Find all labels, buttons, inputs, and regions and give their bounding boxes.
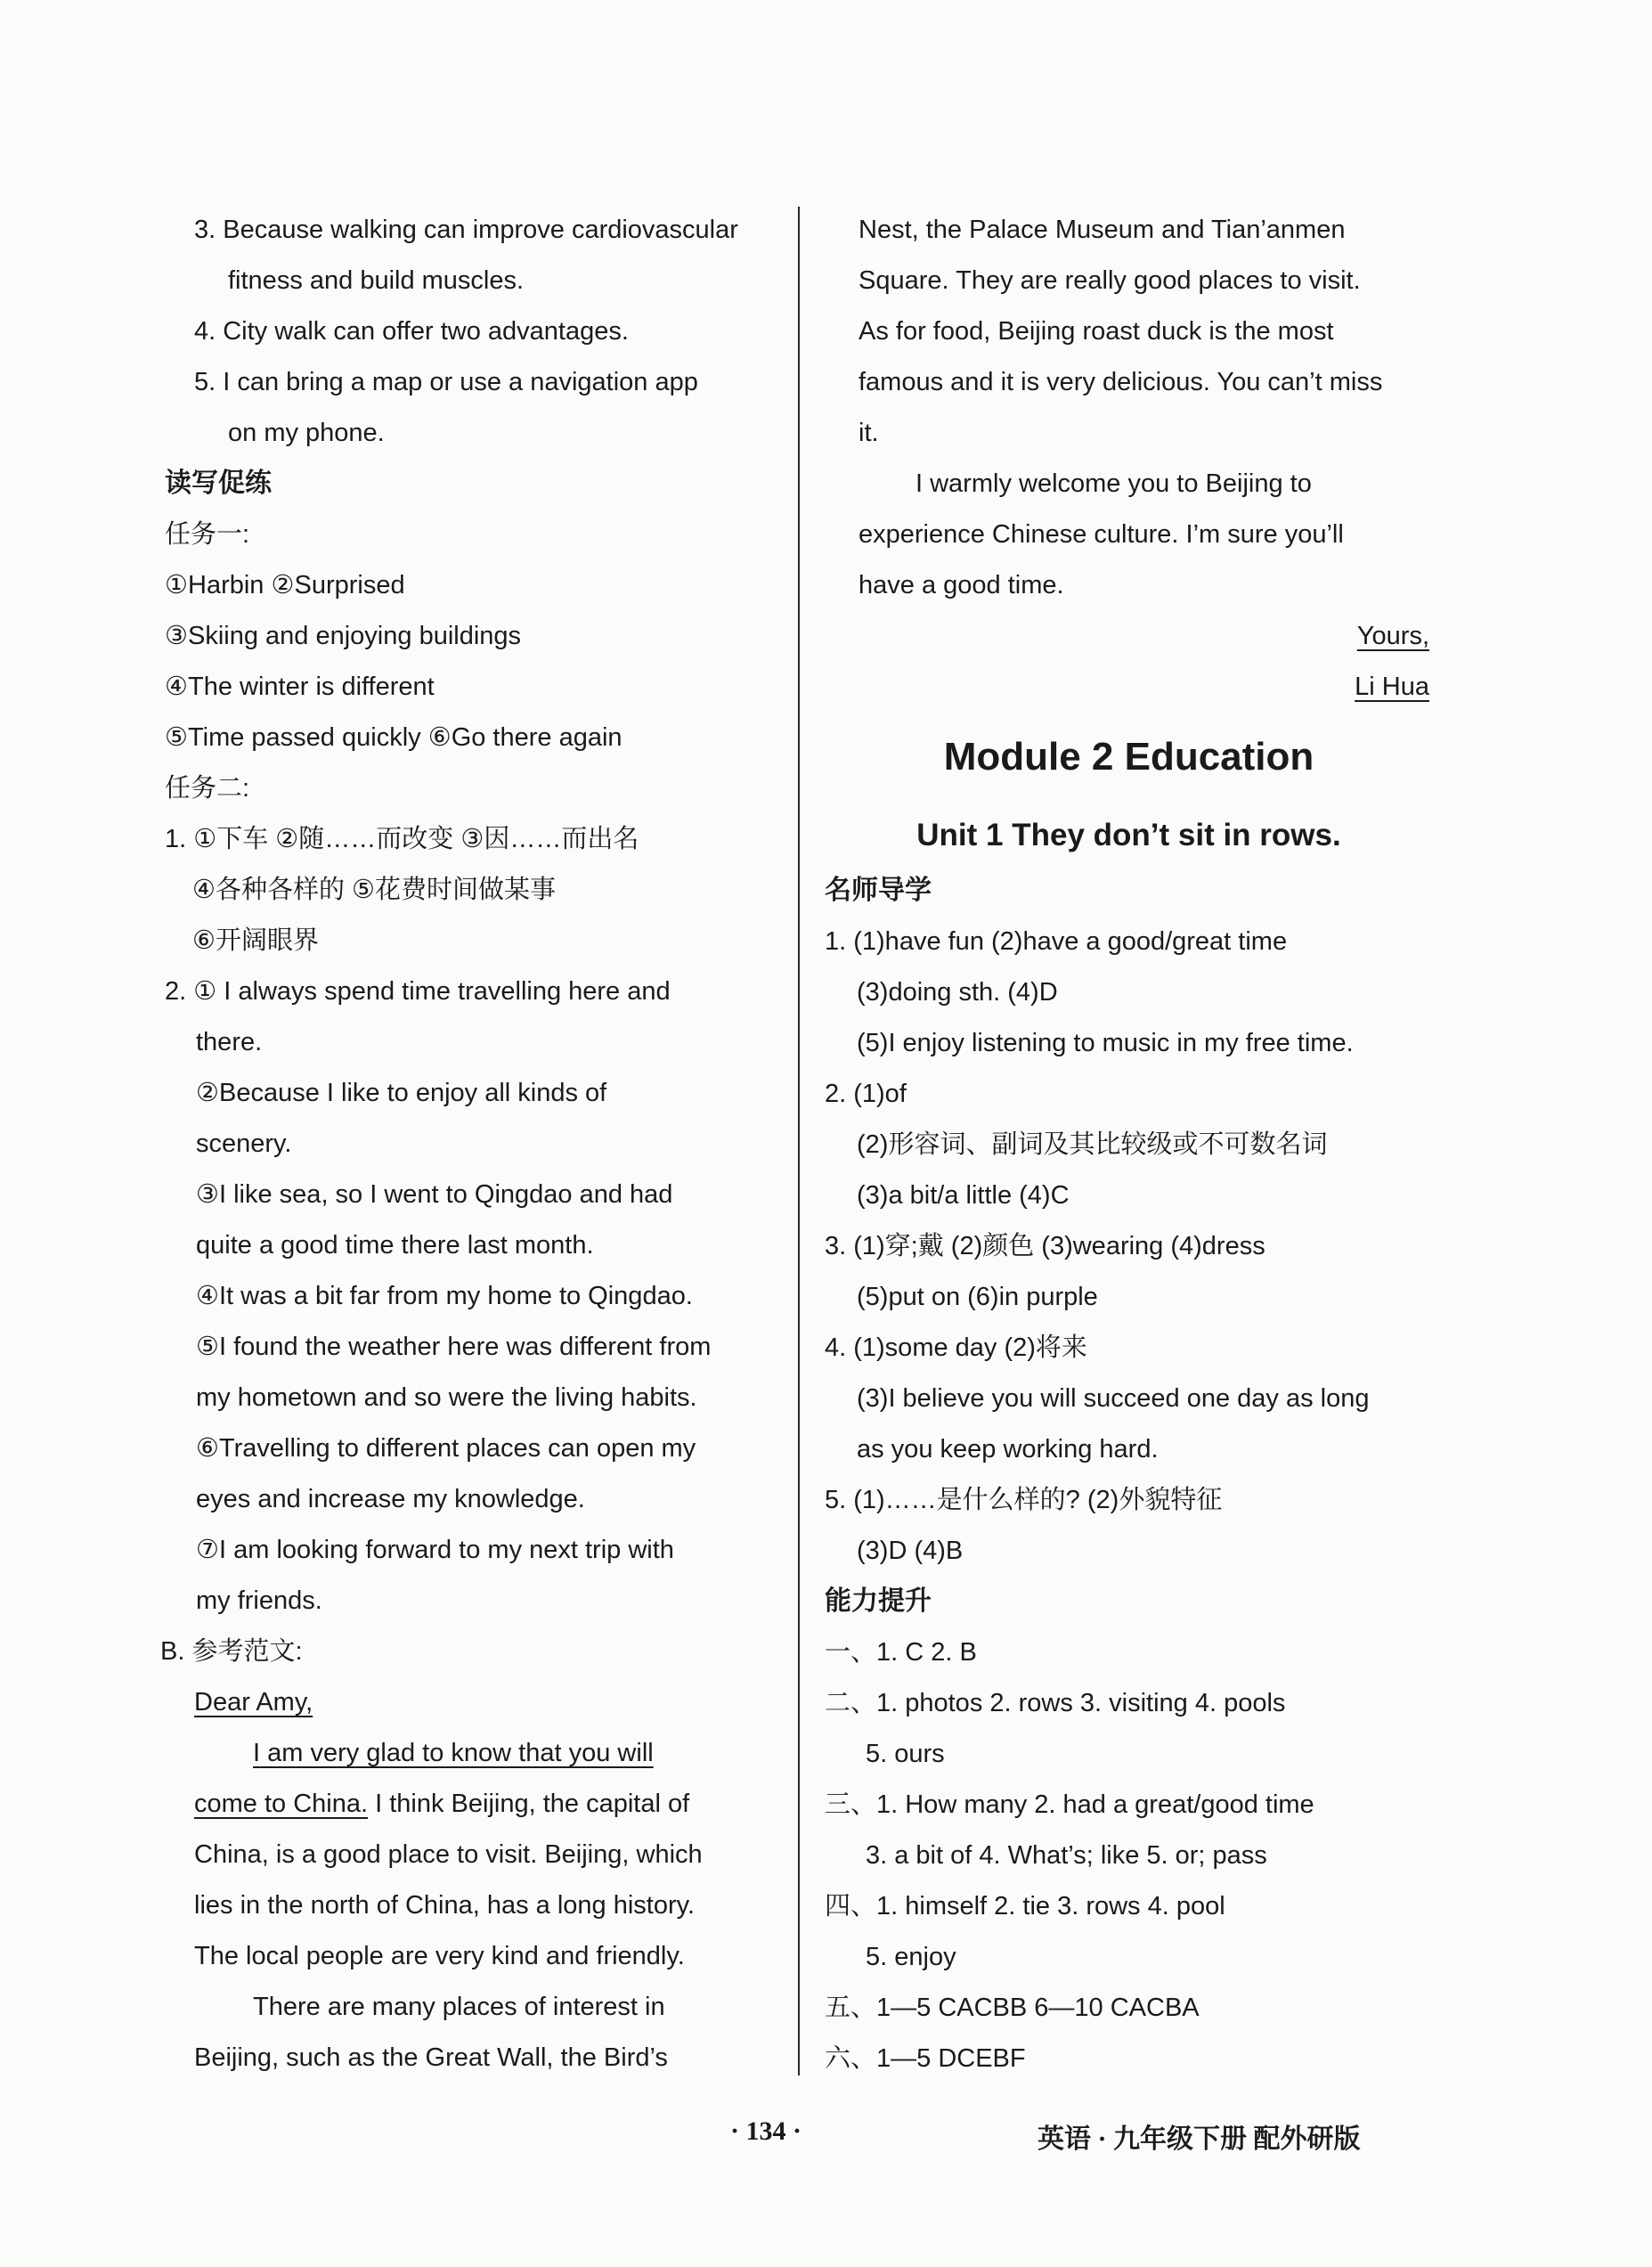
letter-line: China, is a good place to visit. Beijing, which	[194, 1840, 703, 1869]
unit-title: Unit 1 They don’t sit in rows.	[916, 818, 1341, 852]
answer-line: 二、1. photos 2. rows 3. visiting 4. pools	[825, 1689, 1286, 1717]
answer-line: scenery.	[196, 1129, 292, 1158]
letter-line: There are many places of interest in	[253, 1993, 665, 2021]
module-title: Module 2 Education	[943, 735, 1314, 779]
letter-line: famous and it is very delicious. You can’t miss	[859, 368, 1383, 396]
letter-line: lies in the north of China, has a long history.	[194, 1891, 696, 1920]
letter-closing: Yours,	[1356, 622, 1429, 650]
answer-line: (3)I believe you will succeed one day as long	[857, 1384, 1370, 1413]
letter-line: I am very glad to know that you will	[253, 1739, 654, 1767]
answer-line: 五、1—5 CACBB 6—10 CACBA	[825, 1994, 1200, 2022]
letter-line: Beijing, such as the Great Wall, the Bird’s	[194, 2043, 668, 2072]
answer-line: 3. a bit of 4. What’s; like 5. or; pass	[866, 1841, 1267, 1870]
section-heading: 名师导学	[825, 875, 932, 906]
answer-line: 四、1. himself 2. tie 3. rows 4. pool	[825, 1892, 1225, 1920]
answer-line: ⑥Travelling to different places can open my	[196, 1434, 696, 1463]
answer-line: 六、1—5 DCEBF	[825, 2044, 1026, 2073]
letter-line: As for food, Beijing roast duck is the most	[859, 317, 1334, 346]
answer-line: ⑤Time passed quickly ⑥Go there again	[165, 723, 623, 752]
answer-line: (5)I enjoy listening to music in my free time.	[857, 1029, 1354, 1057]
text-line: 3. Because walking can improve cardiovascular	[194, 216, 738, 244]
letter-line: have a good time.	[859, 571, 1064, 599]
text-line: fitness and build muscles.	[228, 266, 525, 295]
sample-essay-label: B. 参考范文:	[160, 1637, 303, 1666]
letter-line: Nest, the Palace Museum and Tian’anmen	[859, 216, 1346, 244]
letter-text: I think Beijing, the capital of	[368, 1790, 690, 1818]
text-line: 4. City walk can offer two advantages.	[194, 317, 629, 346]
letter-line: it.	[859, 419, 879, 447]
answer-line: (5)put on (6)in purple	[857, 1283, 1098, 1311]
answer-line: (3)D (4)B	[857, 1537, 964, 1565]
answer-line: 3. (1)穿;戴 (2)颜色 (3)wearing (4)dress	[825, 1232, 1265, 1260]
answer-line: ②Because I like to enjoy all kinds of	[196, 1079, 607, 1107]
answer-line: 4. (1)some day (2)将来	[825, 1333, 1087, 1362]
underlined-phrase: come to China.	[194, 1790, 369, 1818]
answer-line: 5. (1)……是什么样的? (2)外貌特征	[825, 1486, 1223, 1514]
answer-line: 2. (1)of	[825, 1080, 907, 1108]
answer-line: ④It was a bit far from my home to Qingdao.	[196, 1282, 693, 1310]
answer-line: ④The winter is different	[165, 673, 435, 701]
answer-line: there.	[196, 1028, 263, 1056]
section-heading: 能力提升	[825, 1586, 932, 1617]
answer-line: 5. enjoy	[866, 1943, 956, 1971]
letter-line: Square. They are really good places to visit.	[859, 266, 1361, 295]
answer-line: (3)doing sth. (4)D	[857, 978, 1058, 1007]
answer-line: ⑤I found the weather here was different from	[196, 1333, 712, 1361]
letter-salutation: Dear Amy,	[194, 1688, 313, 1717]
answer-line: ⑦I am looking forward to my next trip with	[196, 1536, 674, 1564]
answer-line: eyes and increase my knowledge.	[196, 1485, 585, 1513]
section-heading: 读写促练	[165, 468, 272, 499]
answer-line: 三、1. How many 2. had a great/good time	[825, 1790, 1314, 1819]
answer-line: 5. ours	[866, 1740, 945, 1768]
letter-signature: Li Hua	[1355, 673, 1429, 701]
text-line: on my phone.	[228, 419, 385, 447]
answer-line: 一、1. C 2. B	[825, 1638, 977, 1667]
column-divider	[798, 207, 800, 2075]
book-title: 英语 · 九年级下册 配外研版	[1038, 2124, 1361, 2154]
text-line: 5. I can bring a map or use a navigation app	[194, 368, 698, 396]
answer-line: ①Harbin ②Surprised	[165, 571, 405, 599]
answer-line: ⑥开阔眼界	[192, 926, 319, 955]
letter-line	[194, 1786, 689, 1822]
answer-line: (3)a bit/a little (4)C	[857, 1181, 1070, 1210]
letter-line: I warmly welcome you to Beijing to	[916, 469, 1312, 498]
task-label: 任务一:	[165, 520, 250, 549]
answer-line: ③I like sea, so I went to Qingdao and had	[196, 1180, 673, 1209]
answer-line: ④各种各样的 ⑤花费时间做某事	[192, 876, 557, 904]
answer-line: as you keep working hard.	[857, 1435, 1159, 1464]
answer-line: 1. (1)have fun (2)have a good/great time	[825, 927, 1288, 956]
letter-line: The local people are very kind and friendly.	[194, 1942, 685, 1970]
answer-line: my friends.	[196, 1586, 322, 1615]
task-label: 任务二:	[165, 774, 250, 803]
letter-line: experience Chinese culture. I’m sure you’ll	[859, 520, 1344, 549]
answer-line: 1. ①下车 ②随……而改变 ③因……而出名	[165, 825, 639, 853]
answer-line: ③Skiing and enjoying buildings	[165, 622, 522, 650]
answer-line: my hometown and so were the living habits.	[196, 1383, 697, 1412]
answer-line: (2)形容词、副词及其比较级或不可数名词	[857, 1130, 1328, 1159]
answer-line: 2. ① I always spend time travelling here and	[165, 977, 671, 1006]
page-number: · 134 ·	[730, 2116, 802, 2146]
answer-line: quite a good time there last month.	[196, 1231, 594, 1260]
